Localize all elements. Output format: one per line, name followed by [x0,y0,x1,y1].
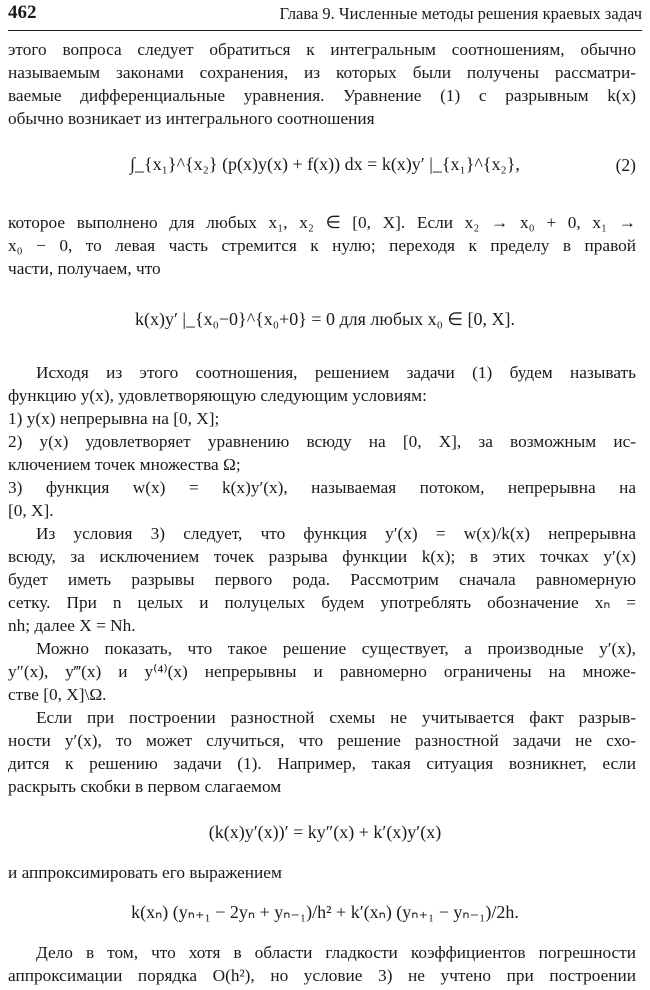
text-line: части, получаем, что [8,259,161,278]
text-line: которое выполнено для любых x₁, x₂ ∈ [0, X]. Если x₂ → x₀ + 0, x₁ → [8,213,636,232]
text-line: обычно возникает из интегрального соотношения [8,109,375,128]
text-line: дится к решению задачи (1). Например, такая ситуация возникнет, если [8,754,636,773]
text-line: стве [0, X]\Ω. [8,685,107,704]
text-line: будет иметь разрывы первого рода. Рассмотрим сначала равномерную [8,570,636,589]
text-line: сетку. При n целых и полуцелых будем употреблять обозначение xₙ = [8,593,636,612]
text-line: Если при построении разностной схемы не учитывается факт разрыв- [36,708,636,727]
text-line: 2) y(x) удовлетворяет уравнению всюду на [0, X], за возможным ис- [8,432,636,451]
text-line: [0, X]. [8,501,54,520]
equation-number: (2) [615,155,636,175]
text-line: Можно показать, что такое решение существует, а производные y′(x), [36,639,636,658]
text-line: ваемые дифференциальные уравнения. Уравнение (1) с разрывным k(x) [8,86,636,105]
chapter-title: Глава 9. Численные методы решения краевых задач [279,4,642,23]
text-line: Из условия 3) следует, что функция y′(x) = w(x)/k(x) непрерывна [36,524,636,543]
text-line: 1) y(x) непрерывна на [0, X]; [8,409,220,428]
text-line: x₀ − 0, то левая часть стремится к нулю; переходя к пределу в правой [8,236,636,255]
text-line: 3) функция w(x) = k(x)y′(x), называемая потоком, непрерывна на [8,478,636,497]
text-line: этого вопроса следует обратиться к интегральным соотношениям, обычно [8,40,636,59]
text-line: ключением точек множества Ω; [8,455,241,474]
text-line: ности y′(x), то может случиться, что решение разностной задачи не схо- [8,731,636,750]
text-line: аппроксимации порядка O(h²), но условие 3) не учтено при построении [8,966,636,985]
text-line: Дело в том, что хотя в области гладкости коэффициентов погрешности [36,943,636,962]
text-line: всюду, за исключением точек разрыва функции k(x); в этих точках y′(x) [8,547,636,566]
text-line: y″(x), y‴(x) и y⁽⁴⁾(x) непрерывны и равномерно ограничены на множе- [8,662,636,681]
text-line: называемым законами сохранения, из которых были получены рассматри- [8,63,636,82]
formula-derivative: (k(x)y′(x))′ = ky″(x) + k′(x)y′(x) [208,822,442,842]
formula-integral: ∫_{x₁}^{x₂} (p(x)y(x) + f(x)) dx = k(x)y′ |_{x₁}^{x₂}, [130,154,520,174]
page-number: 462 [8,2,37,23]
text-line: nh; далее X = Nh. [8,616,136,635]
text-line: и аппроксимировать его выражением [8,863,282,882]
text-line: раскрыть скобки в первом слагаемом [8,777,282,796]
text-line: Исходя из этого соотношения, решением задачи (1) будем называть [36,363,636,382]
text-line: функцию y(x), удовлетворяющую следующим условиям: [8,386,427,405]
formula-approximation: k(xₙ) (yₙ₊₁ − 2yₙ + yₙ₋₁)/h² + k′(xₙ) (yₙ₊₁ − yₙ₋₁)/2h. [131,902,519,922]
page-header [8,0,642,31]
formula-limit: k(x)y′ |_{x₀−0}^{x₀+0} = 0 для любых x₀ ∈ [0, X]. [134,309,516,329]
